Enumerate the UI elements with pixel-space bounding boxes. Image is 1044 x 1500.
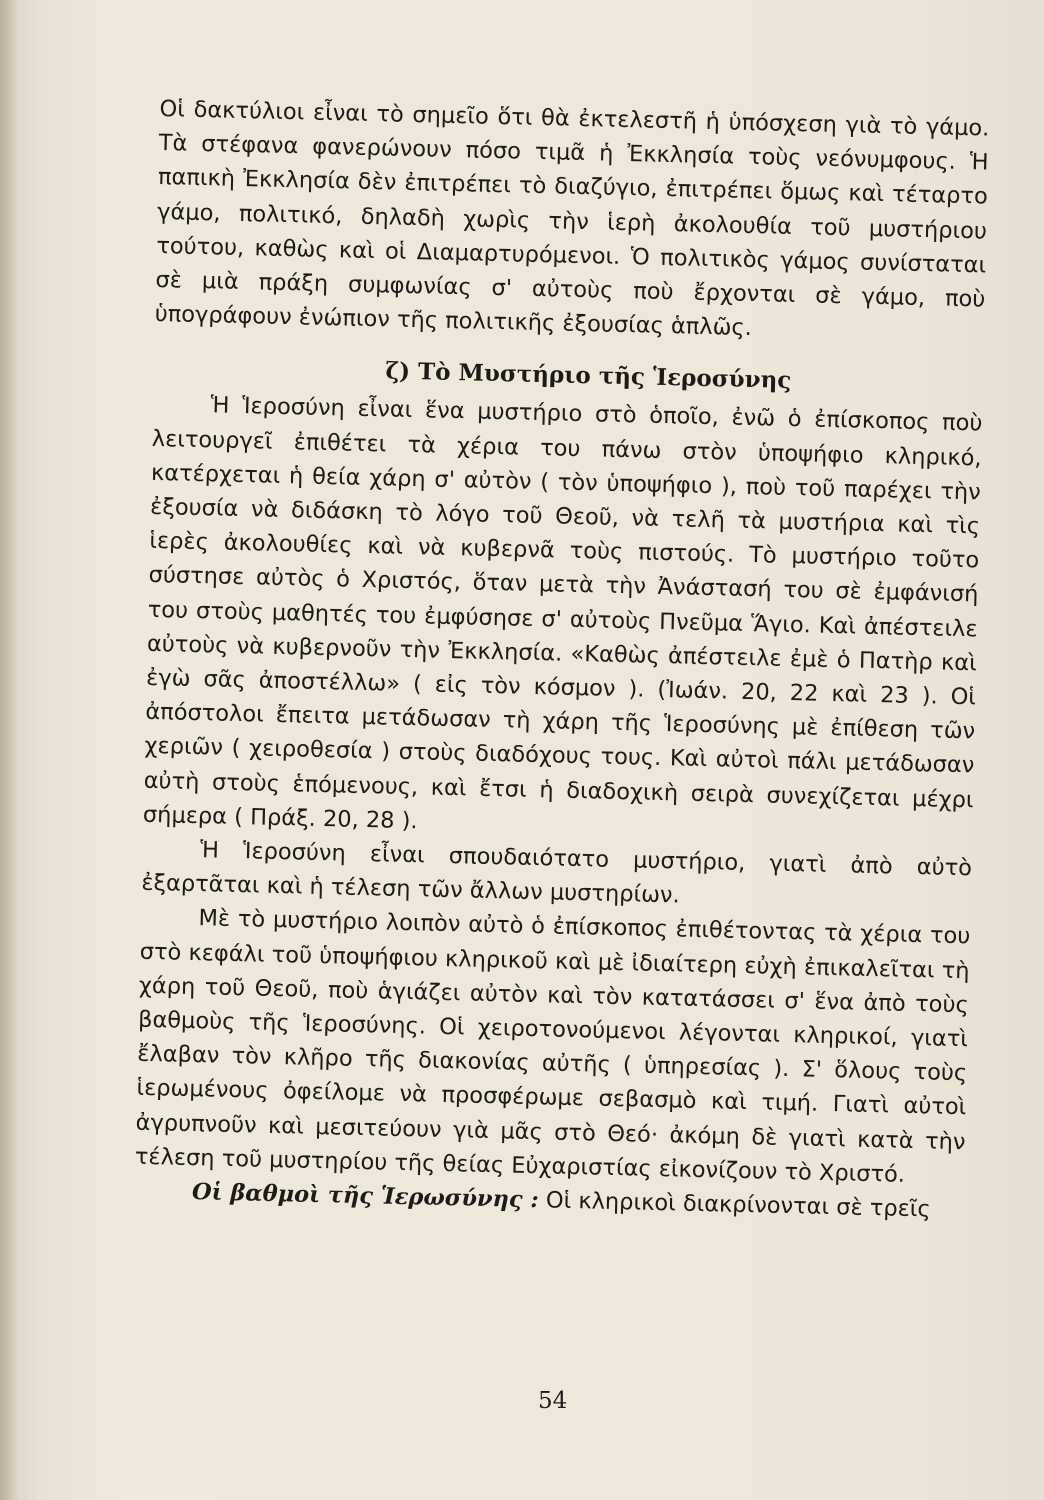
text-block [134,92,990,1228]
paragraph-marriage-end: Οἱ δακτύλιοι εἶναι τὸ σημεῖο ὅτι θὰ ἐκτελεστῆ ἡ ὑπόσχεση γιὰ τὸ γάμο. Τὰ στέφανα φανερώνουν πόσο τιμᾶ ἡ Ἐκκλησία τοὺς νεόνυμφους. Ἡ παπικὴ Ἐκκλησία δὲν ἐπιτρέπει τὸ διαζύγιο, ἐπιτρέπει ὅμως καὶ τέταρτο γάμο, πολιτικό, δηλαδὴ χωρὶς τὴν ἱερὴ ἀκολουθία τοῦ μυστήριου τούτου, καθὼς καὶ οἱ Διαμαρτυρόμενοι. Ὁ πολιτικὸς γάμος συνίσταται σὲ μιὰ πράξη συμφωνίας σ' αὐτοὺς ποὺ ἔρχονται σὲ γάμο, ποὺ ὑπογράφουν ἐνώπιον τῆς πολιτικῆς ἐξουσίας ἁπλῶς. [154,95,990,342]
paragraph-degrees-text: Οἱ κληρικοὶ διακρίνονται σὲ τρεῖς [538,1187,931,1223]
paragraph-priesthood-importance: Ἡ Ἱεροσύνη εἶναι σπουδαιότατο μυστήριο, γιατὶ ἀπὸ αὐτὸ ἐξαρτᾶται καὶ ἡ τέλεση τῶν ἄλλων μυστηρίων. [141,837,973,909]
paragraph-priesthood-definition: Ἡ Ἱεροσύνη εἶναι ἕνα μυστήριο στὸ ὁποῖο, ἐνῶ ὁ ἐπίσκοπος ποὺ λειτουργεῖ ἐπιθέτει τὰ χέρια του πάνω στὸν ὑποψήφιο κληρικό, κατέρχεται ἡ θεία χάρη σ' αὐτὸν ( τὸν ὑποψήφιο ), ποὺ τοῦ παρέχει τὴν ἐξουσία νὰ διδάσκη τὸ λόγο τοῦ Θεοῦ, νὰ τελῆ τὰ μυστήρια καὶ τὶς ἱερὲς ἀκολουθίες καὶ νὰ κυβερνᾶ τοὺς πιστούς. Τὸ μυστήριο τοῦτο σύστησε αὐτὸς ὁ Χριστός, ὅταν μετὰ τὴν Ἀνάστασή του σὲ ἐμφάνισή του στοὺς μαθητές του ἐμφύσησε σ' αὐτοὺς Πνεῦμα Ἅγιο. Καὶ ἀπέστειλε αὐτοὺς νὰ κυβερνοῦν τὴν Ἐκκλησία. «Καθὼς ἀπέστειλε ἐμὲ ὁ Πατὴρ καὶ ἐγὼ σᾶς ἀποστέλλω» ( εἰς τὸν κόσμον ). (Ἰωάν. 20, 22 καὶ 23 ). Οἱ ἀπόστολοι ἔπειτα μετάδωσαν τὴ χάρη τῆς Ἱεροσύνης μὲ ἐπίθεση τῶν χεριῶν ( χειροθεσία ) στοὺς διαδόχους τους. Καὶ αὐτοὶ πάλι μετάδωσαν αὐτὴ στοὺς ἑπόμενους, καὶ ἔτσι ἡ διαδοχικὴ σειρὰ συνεχίζεται μέχρι σήμερα ( Πράξ. 20, 28 ). [142,392,983,835]
spine-shadow [0,0,18,1500]
section-heading: ζ) Τὸ Μυστήριο τῆς Ἱεροσύνης [385,357,792,395]
subheading-degrees: Οἱ βαθμοὶ τῆς Ἱερωσύνης : [191,1179,540,1214]
paragraph-ordination: Μὲ τὸ μυστήριο λοιπὸν αὐτὸ ὁ ἐπίσκοπος ἐπιθέτοντας τὰ χέρια του στὸ κεφάλι τοῦ ὑποψήφιου κληρικοῦ καὶ μὲ ἰδιαίτερη εὐχὴ ἐπικαλεῖται τὴ χάρη τοῦ Θεοῦ, ποὺ ἁγιάζει αὐτὸν καὶ τὸν κατατάσσει σ' ἕνα ἀπὸ τοὺς βαθμοὺς τῆς Ἱεροσύνης. Οἱ χειροτονούμενοι λέγονται κληρικοί, γιατὶ ἔλαβαν τὸν κλῆρο τῆς διακονίας αὐτῆς ( ὑπηρεσίας ). Σ' ὅλους τοὺς ἱερωμένους ὀφείλομε νὰ προσφέρωμε σεβασμὸ καὶ τιμή. Γιατὶ αὐτοὶ ἀγρυπνοῦν καὶ μεσιτεύουν γιὰ μᾶς στὸ Θεό· ἀκόμη δὲ γιατὶ κατὰ τὴν τέλεση τοῦ μυστηρίου τῆς θείας Εὐχαριστίας εἰκονίζουν τὸ Χριστό. [134,905,971,1188]
page-number: 54 [538,1388,568,1414]
